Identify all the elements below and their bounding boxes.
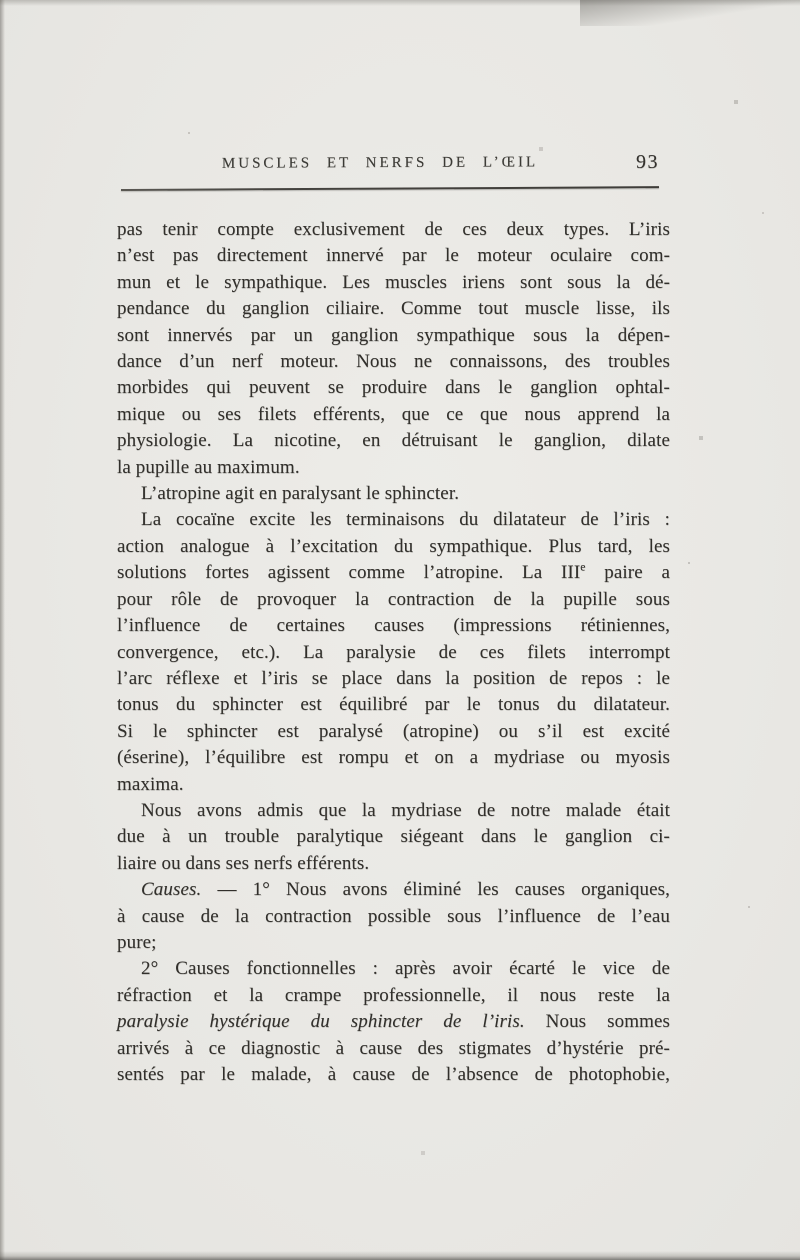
- scan-edge-top: [0, 0, 800, 6]
- paragraph: [117, 507, 670, 797]
- text-line: convergence, etc.). La paralysie de ces filets interrompt: [117, 641, 670, 663]
- scan-edge-bottom: [0, 1251, 800, 1260]
- text-line: paralysie hystérique du sphincter de l’iris. Nous sommes: [117, 1011, 670, 1033]
- text-line: action analogue à l’excitation du sympathique. Plus tard, les: [117, 535, 670, 557]
- text-line: n’est pas directement innervé par le moteur oculaire com-: [117, 245, 670, 267]
- paragraph: [117, 798, 670, 877]
- text-line: mique ou ses filets efférents, que ce que nous apprend la: [117, 403, 670, 425]
- text-line: (éserine), l’équilibre est rompu et on a mydriase ou myosis: [117, 747, 670, 769]
- text-line: La cocaïne excite les terminaisons du dilatateur de l’iris :: [141, 509, 670, 531]
- text-line: solutions fortes agissent comme l’atropine. La IIIe paire a: [117, 560, 670, 584]
- text-line: mun et le sympathique. Les muscles iriens sont sous la dé-: [117, 271, 670, 293]
- text-line: la pupille au maximum.: [117, 456, 300, 478]
- text-line: pas tenir compte exclusivement de ces deux types. L’iris: [117, 219, 670, 240]
- text-line: 2° Causes fonctionnelles : après avoir écarté le vice de: [141, 958, 670, 980]
- page-number: 93: [636, 151, 659, 173]
- body-text: [117, 217, 670, 1088]
- text-line: pure;: [117, 931, 157, 953]
- text-line: dance d’un nerf moteur. Nous ne connaissons, des troubles: [117, 351, 670, 373]
- text-line: sont innervés par un ganglion sympathique sous la dépen-: [117, 324, 670, 346]
- paragraph: [117, 956, 670, 1088]
- header-rule: [121, 186, 659, 191]
- text-line: due à un trouble paralytique siégeant dans le ganglion ci-: [117, 826, 670, 848]
- paragraph: [117, 877, 670, 956]
- text-line: réfraction et la crampe professionnelle, il nous reste la: [117, 984, 670, 1006]
- text-line: pendance du ganglion ciliaire. Comme tout muscle lisse, ils: [117, 298, 670, 320]
- text-line: maxima.: [117, 773, 184, 795]
- text-line: l’influence de certaines causes (impressions rétiniennes,: [117, 615, 670, 637]
- scan-corner-shadow: [580, 0, 800, 26]
- text-line: arrivés à ce diagnostic à cause des stigmates d’hystérie pré-: [117, 1037, 670, 1059]
- text-line: tonus du sphincter est équilibré par le tonus du dilatateur.: [117, 694, 670, 716]
- text-line: pour rôle de provoquer la contraction de la pupille sous: [117, 588, 670, 610]
- paragraph: [117, 217, 670, 481]
- text-line: l’arc réflexe et l’iris se place dans la position de repos : le: [117, 667, 670, 689]
- scan-edge-left: [0, 0, 5, 1260]
- running-title: MUSCLES ET NERFS DE L’ŒIL: [221, 154, 539, 172]
- text-line: liaire ou dans ses nerfs efférents.: [117, 852, 370, 874]
- text-line: Causes. — 1° Nous avons éliminé les causes organiques,: [141, 879, 670, 901]
- text-line: L’atropine agit en paralysant le sphincter.: [141, 483, 460, 505]
- paper-specks: [0, 0, 2, 2]
- text-line: Si le sphincter est paralysé (atropine) ou s’il est excité: [117, 720, 670, 742]
- text-line: à cause de la contraction possible sous l’influence de l’eau: [117, 905, 670, 927]
- text-line: physiologie. La nicotine, en détruisant le ganglion, dilate: [117, 430, 670, 452]
- text-line: Nous avons admis que la mydriase de notre malade était: [141, 799, 670, 821]
- paragraph: [117, 481, 670, 507]
- text-line: morbides qui peuvent se produire dans le ganglion ophtal-: [117, 377, 670, 399]
- text-line: sentés par le malade, à cause de l’absence de photophobie,: [117, 1064, 670, 1085]
